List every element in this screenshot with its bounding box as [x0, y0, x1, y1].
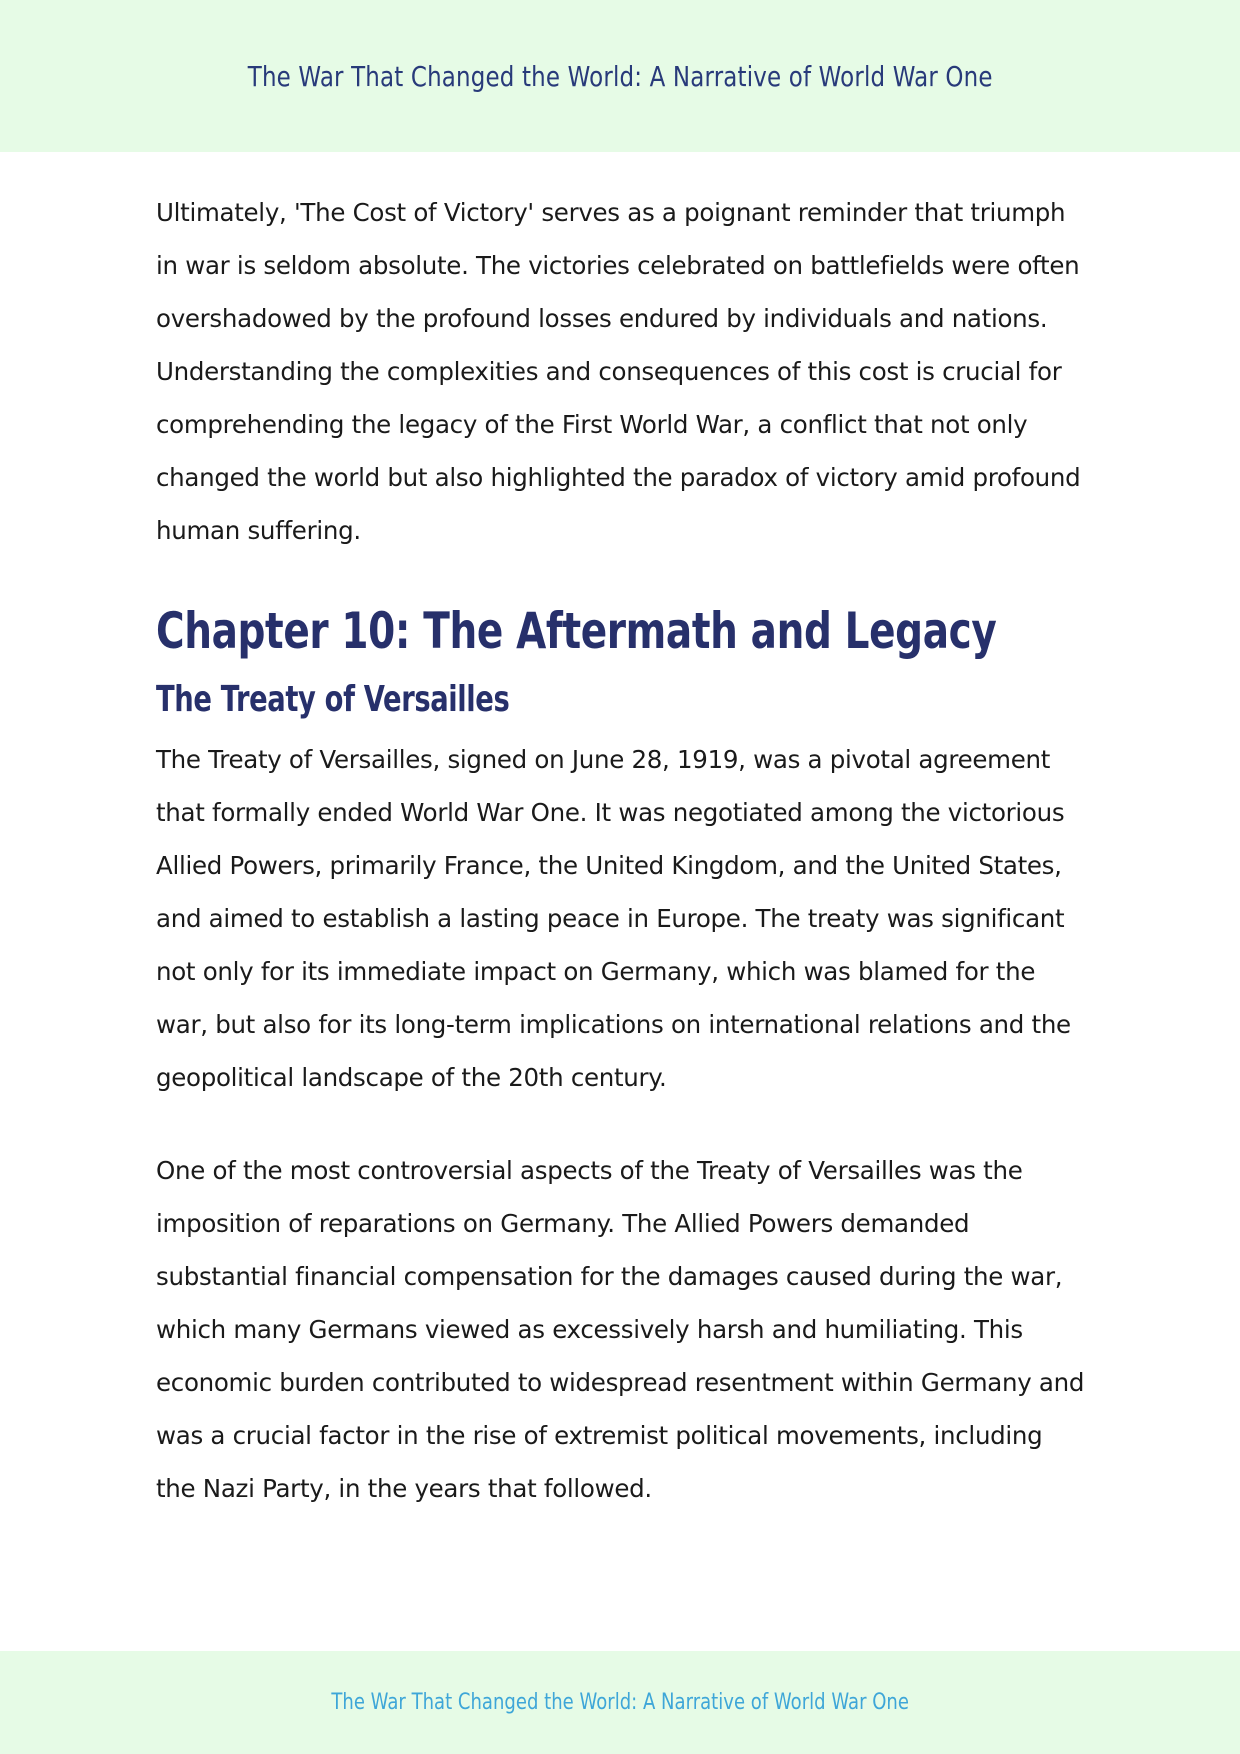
running-footer-title: The War That Changed the World: A Narrative of World War One	[331, 1690, 909, 1715]
chapter-heading: Chapter 10: The Aftermath and Legacy	[156, 602, 997, 660]
section-heading: The Treaty of Versailles	[156, 679, 510, 720]
page-content	[156, 186, 1086, 1515]
running-header-title: The War That Changed the World: A Narrative of World War One	[247, 59, 993, 93]
body-paragraph: One of the most controversial aspects of the Treaty of Versailles was the imposition of reparations on Germany. The Allied Powers demanded substantial financial compensation for the damages caused during the war, which many Germans viewed as excessively harsh and humiliating. This economic burden contributed to widespread resentment within Germany and was a crucial factor in the rise of extremist political movements, including the Nazi Party, in the years that followed.	[156, 1156, 1085, 1503]
page-footer	[0, 1651, 1240, 1754]
body-paragraph: The Treaty of Versailles, signed on June 28, 1919, was a pivotal agreement that formally ended World War One. It was negotiated among the victorious Allied Powers, primarily France, the United Kingdom, and the United States, and aimed to establish a lasting peace in Europe. The treaty was significant not only for its immediate impact on Germany, which was blamed for the war, but also for its long-term implications on international relations and the geopolitical landscape of the 20th century.	[156, 745, 1071, 1092]
intro-paragraph: Ultimately, 'The Cost of Victory' serves as a poignant reminder that triumph in war is seldom absolute. The victories celebrated on battlefields were often overshadowed by the profound losses endured by individuals and nations. Understanding the complexities and consequences of this cost is crucial for comprehending the legacy of the First World War, a conflict that not only changed the world but also highlighted the paradox of victory amid profound human suffering.	[156, 198, 1081, 545]
page-header	[0, 0, 1240, 152]
